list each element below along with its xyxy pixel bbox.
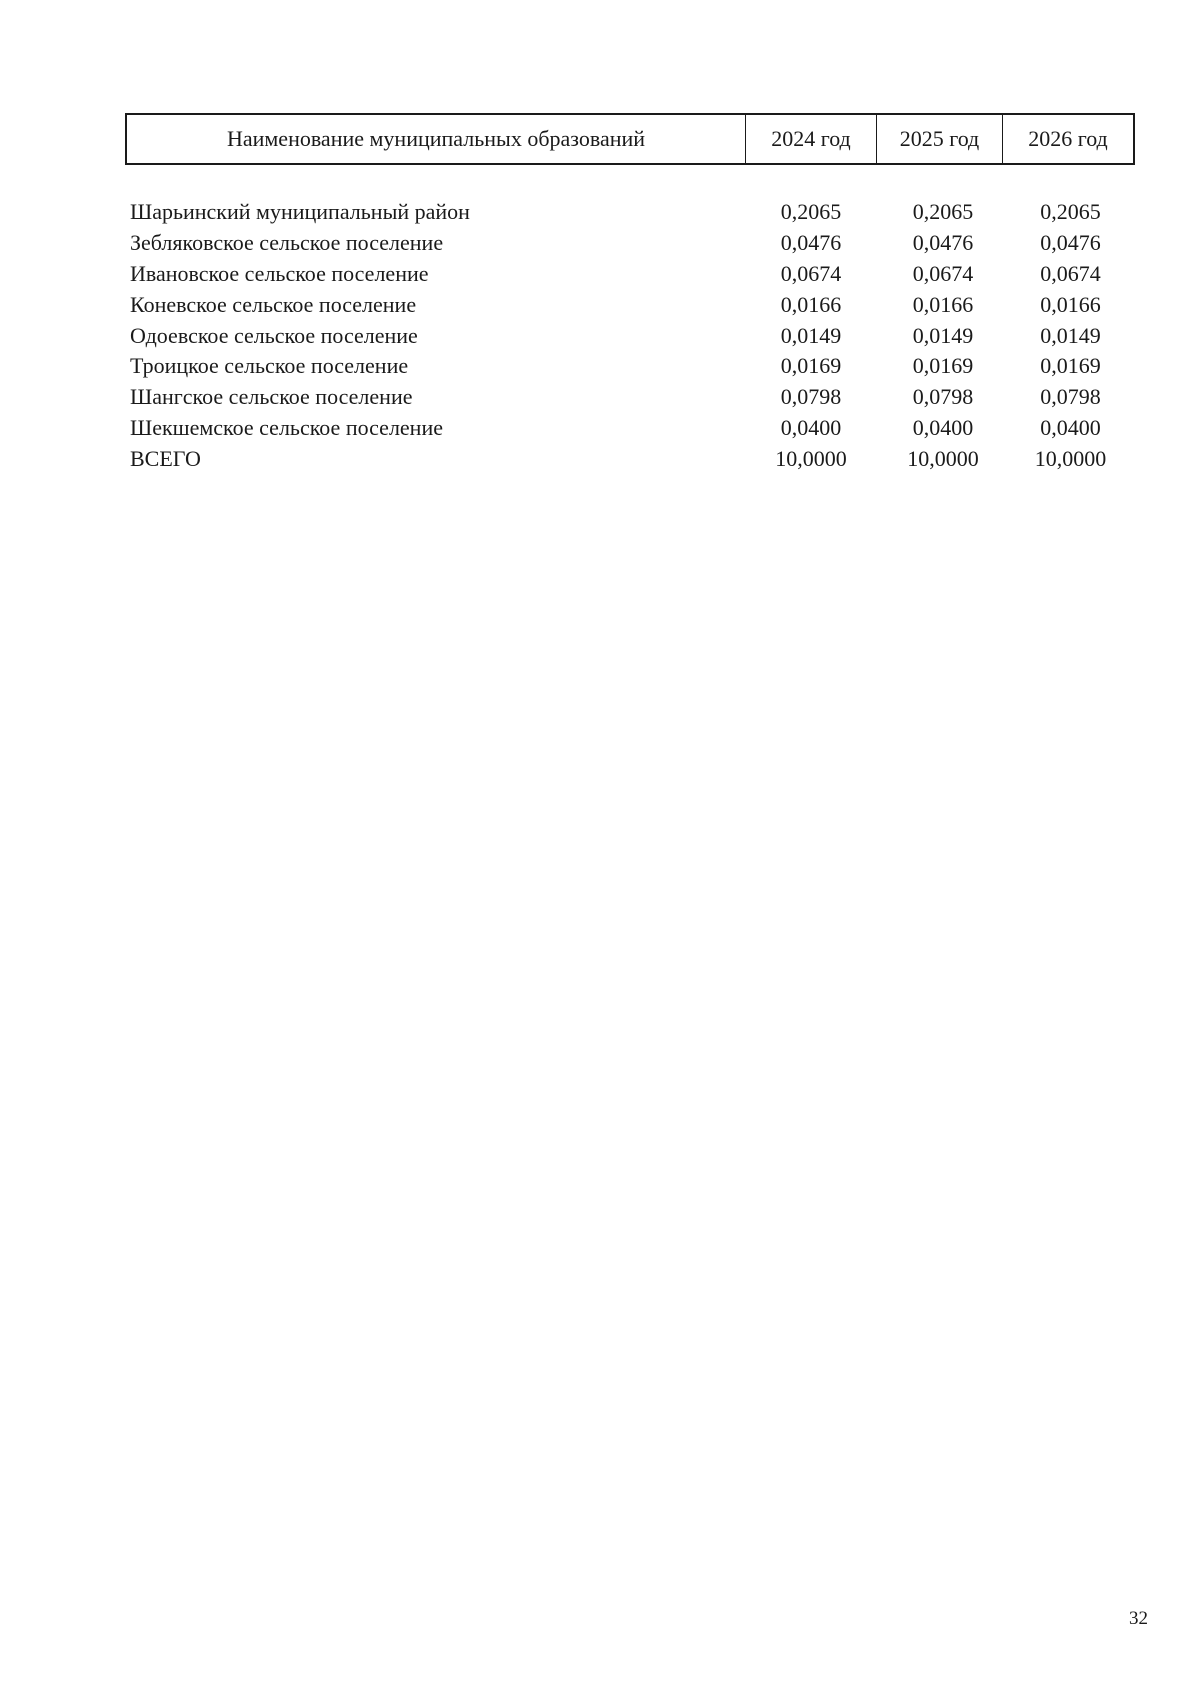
row-value-2026: 0,2065 bbox=[1040, 199, 1101, 225]
row-value-2026: 0,0798 bbox=[1040, 384, 1101, 410]
row-name: Коневское сельское поселение bbox=[130, 291, 417, 317]
row-value-2024: 0,0798 bbox=[780, 384, 842, 410]
row-name: Зебляковское сельское поселение bbox=[130, 230, 444, 256]
row-value-2026: 0,0400 bbox=[1040, 414, 1101, 440]
row-value-2026: 0,0476 bbox=[1040, 230, 1101, 256]
table-row bbox=[130, 413, 1135, 444]
row-value-2024: 10,0000 bbox=[775, 445, 847, 471]
header-municipality-name: Наименование муниципальных образований bbox=[127, 115, 746, 163]
row-value-2026: 0,0166 bbox=[1040, 291, 1101, 317]
table-row bbox=[130, 197, 1135, 228]
row-name: Шангское сельское поселение bbox=[130, 384, 413, 410]
row-value-2025: 0,0674 bbox=[912, 260, 974, 286]
row-value-2025: 0,0166 bbox=[912, 291, 974, 317]
row-value-2025: 0,0798 bbox=[912, 384, 974, 410]
row-value-2024: 0,0166 bbox=[780, 291, 842, 317]
row-value-2025: 10,0000 bbox=[907, 445, 979, 471]
row-name: Шарьинский муниципальный район bbox=[130, 199, 470, 225]
row-value-2024: 0,0674 bbox=[780, 260, 842, 286]
row-value-2024: 0,0476 bbox=[780, 230, 842, 256]
table-body bbox=[130, 197, 1135, 474]
row-value-2025: 0,2065 bbox=[912, 199, 974, 225]
table-row bbox=[130, 351, 1135, 382]
row-value-2025: 0,0169 bbox=[912, 353, 974, 379]
row-value-2024: 0,0400 bbox=[780, 414, 842, 440]
row-value-2026: 0,0149 bbox=[1040, 322, 1101, 348]
row-name: Шекшемское сельское поселение bbox=[130, 414, 443, 440]
row-value-2026: 0,0169 bbox=[1040, 353, 1101, 379]
table-row bbox=[130, 382, 1135, 413]
row-value-2024: 0,0149 bbox=[780, 322, 842, 348]
header-year-2025: 2025 год bbox=[877, 115, 1003, 163]
row-value-2026: 0,0674 bbox=[1040, 260, 1101, 286]
row-value-2026: 10,0000 bbox=[1034, 445, 1107, 471]
row-value-2025: 0,0400 bbox=[912, 414, 974, 440]
header-year-2024: 2024 год bbox=[746, 115, 877, 163]
row-value-2024: 0,0169 bbox=[780, 353, 842, 379]
table-header bbox=[125, 113, 1135, 165]
table-row bbox=[130, 320, 1135, 351]
row-value-2025: 0,0149 bbox=[912, 322, 974, 348]
row-value-2024: 0,2065 bbox=[780, 199, 842, 225]
table-row bbox=[130, 289, 1135, 320]
table-row bbox=[130, 228, 1135, 259]
header-year-2026: 2026 год bbox=[1028, 126, 1108, 151]
table-row-total bbox=[130, 443, 1135, 474]
table-row bbox=[130, 259, 1135, 290]
row-name: Одоевское сельское поселение bbox=[130, 322, 418, 348]
row-value-2025: 0,0476 bbox=[912, 230, 974, 256]
row-name: ВСЕГО bbox=[130, 445, 201, 471]
row-name: Ивановское сельское поселение bbox=[130, 260, 429, 286]
row-name: Троицкое сельское поселение bbox=[130, 353, 409, 379]
page-number: 32 bbox=[1129, 1608, 1148, 1629]
